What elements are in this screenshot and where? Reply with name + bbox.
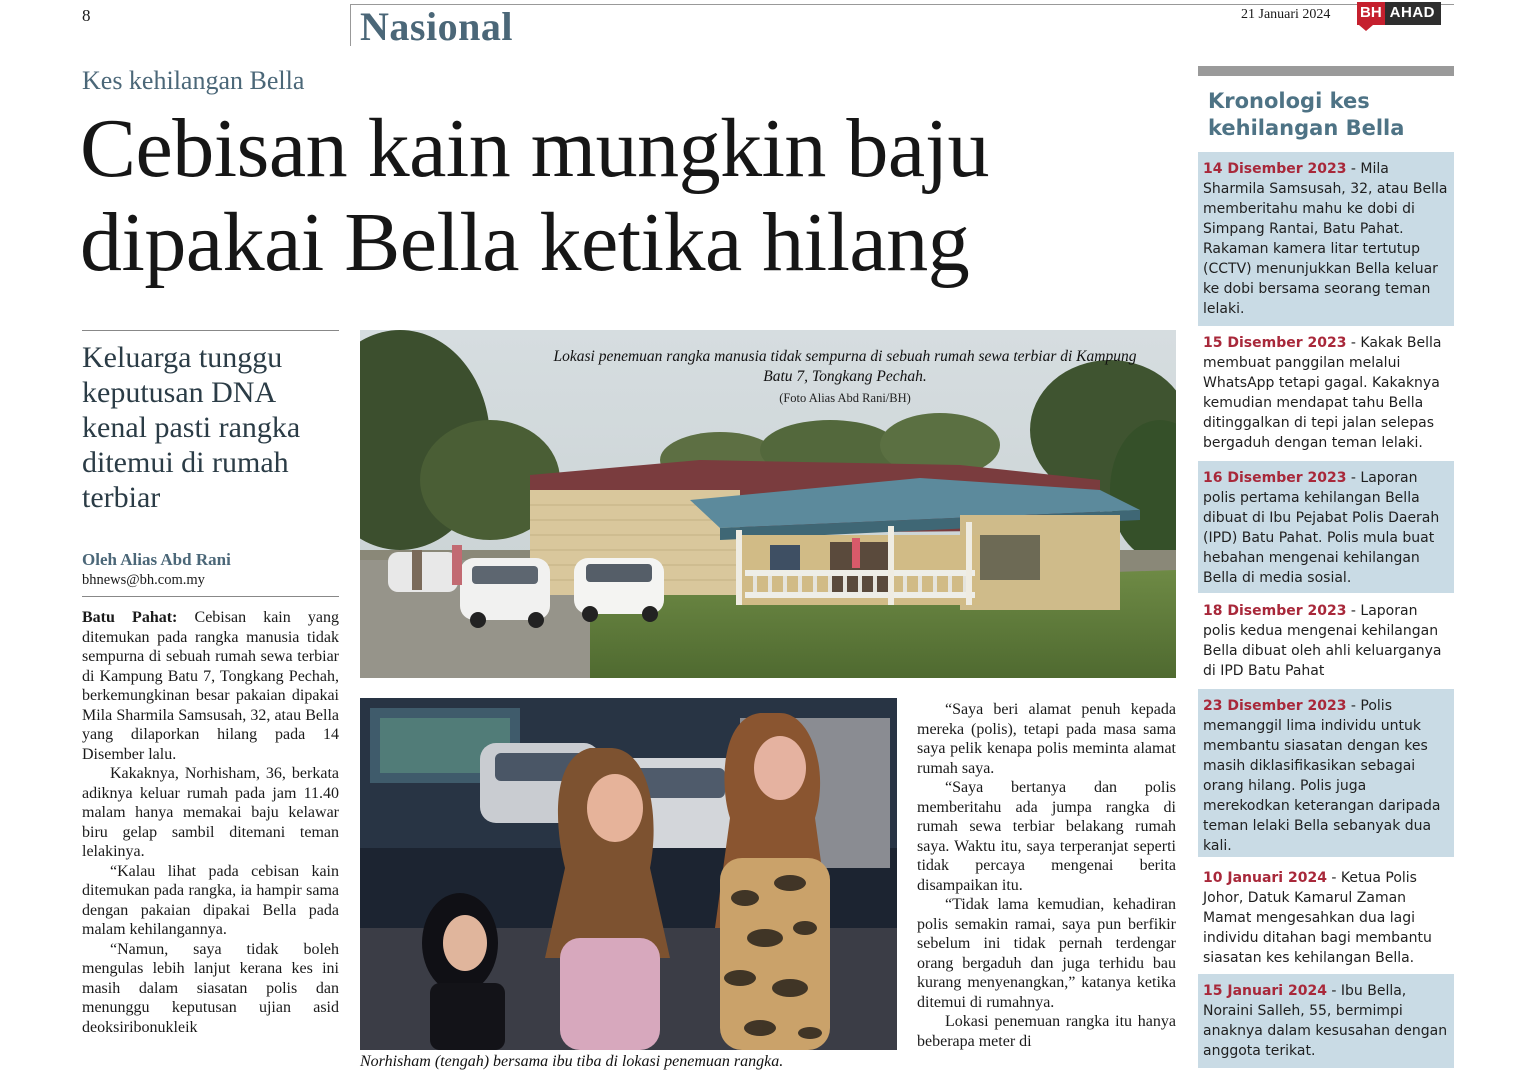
family-photo-caption: Norhisham (tengah) bersama ibu tiba di lokasi penemuan rangka. bbox=[360, 1053, 784, 1070]
timeline-item bbox=[1198, 861, 1454, 971]
body-paragraph: “Kalau lihat pada cebisan kain ditemukan pada rangka, ia hampir sama dengan pakaian dipakai Bella pada malam kehilangannya. bbox=[82, 862, 339, 938]
timeline-item bbox=[1198, 974, 1454, 1068]
page-number: 8 bbox=[82, 6, 91, 25]
subhead-rule bbox=[82, 330, 339, 331]
story-kicker: Kes kehilangan Bella bbox=[82, 66, 305, 95]
timeline-item bbox=[1198, 152, 1454, 326]
timeline-date: 16 Disember 2023 bbox=[1203, 470, 1347, 486]
timeline-text: - Polis memanggil lima individu untuk membantu siasatan dengan kes masih diklasifikasikan sebagai orang hilang. Polis juga merekodkan keterangan daripada teman lelaki Bella sebanyak dua kali. bbox=[1203, 698, 1441, 854]
timeline-date: 15 Januari 2024 bbox=[1203, 983, 1327, 999]
timeline-date: 14 Disember 2023 bbox=[1203, 161, 1347, 177]
family-photo bbox=[360, 698, 897, 1050]
body-column-3 bbox=[917, 700, 1176, 1073]
body-paragraph: Batu Pahat: Cebisan kain yang ditemukan pada rangka manusia tidak sempurna di sebuah rumah sewa terbiar di Kampung Batu 7, Tongkang Pechah, berkemungkinan besar pakaian dipakai Mila Sharmila Samsusah, 32, atau Bella yang dilaporkan hilang pada 14 Disember lalu. bbox=[82, 609, 339, 763]
headline-line-1: Cebisan kain mungkin baju bbox=[80, 102, 990, 195]
timeline-text: - Laporan polis pertama kehilangan Bella dibuat di Ibu Pejabat Polis Daerah (IPD) Batu Pahat. Polis mula buat hebahan mengenai kehilangan Bella di media sosial. bbox=[1203, 470, 1440, 586]
byline-rule bbox=[82, 596, 339, 597]
body-paragraph: Kakaknya, Norhisham, 36, berkata adiknya keluar rumah pada jam 11.40 malam hanya memakai baju kelawar biru gelap sambil ditemani teman lelakinya. bbox=[82, 765, 339, 860]
sidebar-top-bar bbox=[1198, 66, 1454, 76]
photo-credit: (Foto Alias Abd Rani/BH) bbox=[779, 391, 911, 405]
body-paragraph: “Tidak lama kemudian, kehadiran polis semakin ramai, saya pun berfikir sebelum ini tidak pernah terdengar orang bergaduh dan juga terhidu bau kurang menyenangkan,” katanya ketika ditemui di rumahnya. bbox=[917, 896, 1176, 1011]
body-paragraph: “Saya beri alamat penuh kepada mereka (polis), tetapi pada masa sama saya pelik kenapa polis meminta alamat rumah saya. bbox=[917, 701, 1176, 777]
logo-ahad: AHAD bbox=[1385, 2, 1441, 25]
issue-date: 21 Januari 2024 bbox=[1241, 7, 1331, 22]
body-paragraph: Lokasi penemuan rangka itu hanya beberapa meter di bbox=[917, 1013, 1176, 1050]
body-paragraph: “Saya bertanya dan polis memberitahu ada jumpa rangka di rumah sewa terbiar belakang rumah saya. Waktu itu, saya terperanjat seperti tidak percaya mengenai berita disampaikan itu. bbox=[917, 779, 1176, 894]
timeline-date: 23 Disember 2023 bbox=[1203, 698, 1347, 714]
timeline-date: 10 Januari 2024 bbox=[1203, 870, 1327, 886]
bh-ahad-logo bbox=[1357, 2, 1441, 25]
timeline-item bbox=[1198, 326, 1454, 459]
header-rule bbox=[350, 4, 1454, 5]
sidebar-title: Kronologi kes kehilangan Bella bbox=[1208, 89, 1405, 140]
timeline-date: 15 Disember 2023 bbox=[1203, 335, 1347, 351]
house-photo-caption: Lokasi penemuan rangka manusia tidak sempurna di sebuah rumah sewa terbiar di Kampung Batu 7, Tongkang Pechah. bbox=[553, 348, 1137, 385]
timeline-text: - Mila Sharmila Samsusah, 32, atau Bella memberitahu mahu ke dobi di Simpang Rantai, Batu Pahat. Rakaman kamera litar tertutup (CCTV) menunjukkan Bella keluar ke dobi bersama seorang teman lelaki. bbox=[1203, 161, 1448, 317]
logo-tail-shape bbox=[1359, 25, 1373, 31]
headline-line-2: dipakai Bella ketika hilang bbox=[80, 196, 970, 289]
logo-bh: BH bbox=[1357, 2, 1385, 25]
timeline-date: 18 Disember 2023 bbox=[1203, 603, 1347, 619]
byline: Oleh Alias Abd Rani bbox=[82, 550, 231, 569]
headline bbox=[80, 102, 1190, 290]
section-title: Nasional bbox=[360, 4, 513, 49]
timeline-text: - Laporan polis kedua mengenai kehilangan Bella dibuat oleh ahli keluarganya di IPD Batu Pahat bbox=[1203, 603, 1442, 679]
timeline-item bbox=[1198, 461, 1454, 593]
body-paragraph: “Namun, saya tidak boleh mengulas lebih lanjut kerana kes ini masih dalam siasatan polis dan menunggu keputusan ujian asid deoksiribonukleik bbox=[82, 940, 339, 1036]
section-divider bbox=[350, 4, 351, 46]
subheadline: Keluarga tunggu keputusan DNA kenal pasti rangka ditemui di rumah terbiar bbox=[82, 341, 301, 514]
timeline-item bbox=[1198, 594, 1454, 688]
author-email[interactable]: bhnews@bh.com.my bbox=[82, 572, 205, 588]
body-column-1 bbox=[82, 608, 339, 1073]
dateline: Batu Pahat: bbox=[82, 609, 178, 626]
timeline-item bbox=[1198, 689, 1454, 857]
timeline-text: - Kakak Bella membuat panggilan melalui WhatsApp tetapi gagal. Kakaknya kemudian mendapat tahu Bella ditinggalkan di tepi jalan selepas bergaduh dengan teman lelaki. bbox=[1203, 335, 1442, 451]
timeline-text: - Ketua Polis Johor, Datuk Kamarul Zaman Mamat mengesahkan dua lagi individu ditahan bagi membantu siasatan kes kehilangan Bella. bbox=[1203, 870, 1432, 966]
timeline-text: - Ibu Bella, Noraini Salleh, 55, bermimpi anaknya dalam kesusahan dengan anggota terikat. bbox=[1203, 983, 1448, 1059]
